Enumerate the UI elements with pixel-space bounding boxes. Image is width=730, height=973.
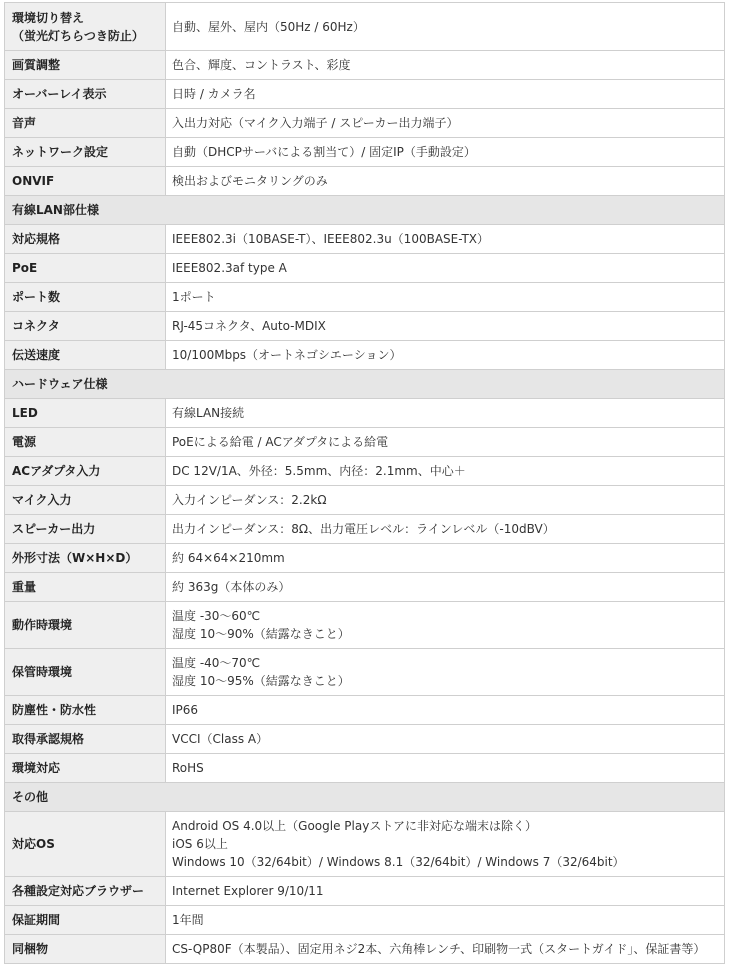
spec-value [166,812,725,877]
spec-label [5,167,166,196]
spec-row [5,877,725,906]
spec-value-line: 自動（DHCPサーバによる割当て）/ 固定IP（手動設定） [172,145,476,159]
section-header-row [5,196,725,225]
spec-label-line: 電源 [12,435,37,449]
spec-value [166,138,725,167]
spec-label [5,341,166,370]
spec-label [5,312,166,341]
spec-label [5,696,166,725]
spec-value-line: RoHS [172,761,204,775]
spec-label-line: マイク入力 [12,493,72,507]
spec-value-line: 出力インピーダンス：8Ω、出力電圧レベル：ラインレベル（-10dBV） [172,522,555,536]
spec-label-line: 対応OS [12,837,55,851]
spec-value-line: 湿度 10～90%（結露なきこと） [172,627,350,641]
spec-label-line: 同梱物 [12,942,49,956]
spec-row [5,167,725,196]
spec-label [5,51,166,80]
spec-value-line: 色合、輝度、コントラスト、彩度 [172,58,351,72]
spec-row [5,935,725,964]
spec-row [5,283,725,312]
spec-row [5,515,725,544]
spec-value [166,696,725,725]
spec-value [166,906,725,935]
spec-label [5,544,166,573]
spec-row [5,696,725,725]
spec-value [166,254,725,283]
spec-label-line: 取得承認規格 [12,732,85,746]
spec-label-line: ONVIF [12,174,55,188]
spec-label-line: コネクタ [12,319,60,333]
spec-row [5,754,725,783]
spec-value-line: VCCI（Class A） [172,732,269,746]
spec-label [5,80,166,109]
spec-label [5,877,166,906]
spec-label-line: 外形寸法（W×H×D） [12,551,138,565]
spec-value-line: DC 12V/1A、外径：5.5mm、内径：2.1mm、中心＋ [172,464,466,478]
section-header-row [5,370,725,399]
spec-label-line: 動作時環境 [12,618,73,632]
spec-value [166,109,725,138]
spec-value-line: Internet Explorer 9/10/11 [172,884,324,898]
spec-table-body [5,3,725,964]
spec-value-line: Android OS 4.0以上（Google Playストアに非対応な端末は除く） [172,819,537,833]
spec-label [5,225,166,254]
spec-value [166,544,725,573]
spec-label-line: 保証期間 [12,913,61,927]
spec-label-line: 伝送速度 [12,348,61,362]
spec-value-line: IEEE802.3af type A [172,261,287,275]
section-title: その他 [5,783,725,812]
spec-value-line: 10/100Mbps（オートネゴシエーション） [172,348,402,362]
spec-value-line: iOS 6以上 [172,837,228,851]
spec-label-line: 画質調整 [12,58,61,72]
spec-row [5,399,725,428]
spec-value [166,573,725,602]
spec-row [5,254,725,283]
spec-label [5,754,166,783]
spec-label [5,649,166,696]
section-title: 有線LAN部仕様 [5,196,725,225]
spec-label [5,138,166,167]
spec-value [166,312,725,341]
spec-table [4,2,725,964]
spec-label-line: LED [12,406,38,420]
spec-label [5,109,166,138]
spec-value [166,754,725,783]
spec-value-line: 入力インピーダンス：2.2kΩ [172,493,327,507]
spec-label [5,283,166,312]
spec-label-line: 重量 [12,580,37,594]
spec-value-line: 温度 -30～60℃ [172,609,261,623]
spec-value [166,167,725,196]
spec-value-line: 湿度 10～95%（結露なきこと） [172,674,350,688]
spec-row [5,51,725,80]
spec-label-line: スピーカー出力 [12,522,96,536]
spec-row [5,649,725,696]
spec-value-line: 1年間 [172,913,204,927]
spec-row [5,138,725,167]
spec-value [166,341,725,370]
spec-value-line: RJ-45コネクタ、Auto-MDIX [172,319,326,333]
spec-value-line: 入出力対応（マイク入力端子 / スピーカー出力端子） [172,116,459,130]
spec-row [5,602,725,649]
spec-row [5,812,725,877]
spec-row [5,486,725,515]
spec-value [166,428,725,457]
spec-value [166,935,725,964]
spec-value [166,3,725,51]
spec-value [166,486,725,515]
spec-value [166,602,725,649]
spec-label [5,457,166,486]
spec-row [5,544,725,573]
spec-value-line: 検出およびモニタリングのみ [172,174,328,188]
spec-value [166,399,725,428]
spec-value-line: 約 363g（本体のみ） [172,580,291,594]
spec-value [166,649,725,696]
spec-label [5,3,166,51]
spec-value-line: 1ポート [172,290,216,304]
spec-label [5,573,166,602]
spec-label [5,399,166,428]
spec-label-line: 音声 [12,116,37,130]
spec-value-line: PoEによる給電 / ACアダプタによる給電 [172,435,389,449]
spec-label [5,428,166,457]
spec-row [5,906,725,935]
spec-value [166,457,725,486]
spec-label-line: 防塵性・防水性 [12,703,97,717]
spec-row [5,428,725,457]
spec-value-line: IP66 [172,703,199,717]
spec-value-line: 温度 -40～70℃ [172,656,261,670]
spec-row [5,457,725,486]
spec-value [166,725,725,754]
spec-label [5,725,166,754]
spec-value-line: 自動、屋外、屋内（50Hz / 60Hz） [172,19,365,34]
spec-row [5,312,725,341]
spec-label [5,254,166,283]
spec-label-line: ネットワーク設定 [12,145,109,159]
spec-label-line: 保管時環境 [12,665,73,679]
spec-label-line: PoE [12,261,38,275]
spec-label-line: ポート数 [12,290,61,304]
spec-label-line: 各種設定対応ブラウザー [12,884,145,898]
spec-row [5,80,725,109]
spec-label-line: 環境対応 [12,761,61,775]
spec-label-line: 対応規格 [12,232,61,246]
spec-label [5,906,166,935]
spec-label-line: 環境切り替え [12,10,85,25]
spec-value-line: 有線LAN接続 [172,406,245,420]
spec-label [5,812,166,877]
section-title: ハードウェア仕様 [5,370,725,399]
spec-value-line: Windows 10（32/64bit）/ Windows 8.1（32/64bit）/ Windows 7（32/64bit） [172,855,625,869]
spec-value [166,80,725,109]
spec-label-line: オーバーレイ表示 [12,87,107,101]
spec-label-line: （蛍光灯ちらつき防止） [12,28,144,43]
spec-value [166,283,725,312]
spec-value [166,225,725,254]
spec-label [5,515,166,544]
spec-row [5,3,725,51]
spec-row [5,109,725,138]
spec-row [5,225,725,254]
spec-label-line: ACアダプタ入力 [12,464,101,478]
spec-value [166,515,725,544]
spec-value-line: CS-QP80F（本製品）、固定用ネジ2本、六角棒レンチ、印刷物一式（スタートガイド」、保証書等） [172,942,706,956]
spec-value-line: 日時 / カメラ名 [172,87,256,101]
spec-label [5,602,166,649]
spec-label [5,486,166,515]
section-header-row [5,783,725,812]
spec-row [5,341,725,370]
spec-value-line: IEEE802.3i（10BASE-T）、IEEE802.3u（100BASE-TX） [172,232,490,246]
spec-row [5,725,725,754]
spec-row [5,573,725,602]
spec-value-line: 約 64×64×210mm [172,551,285,565]
spec-value [166,877,725,906]
spec-label [5,935,166,964]
spec-value [166,51,725,80]
